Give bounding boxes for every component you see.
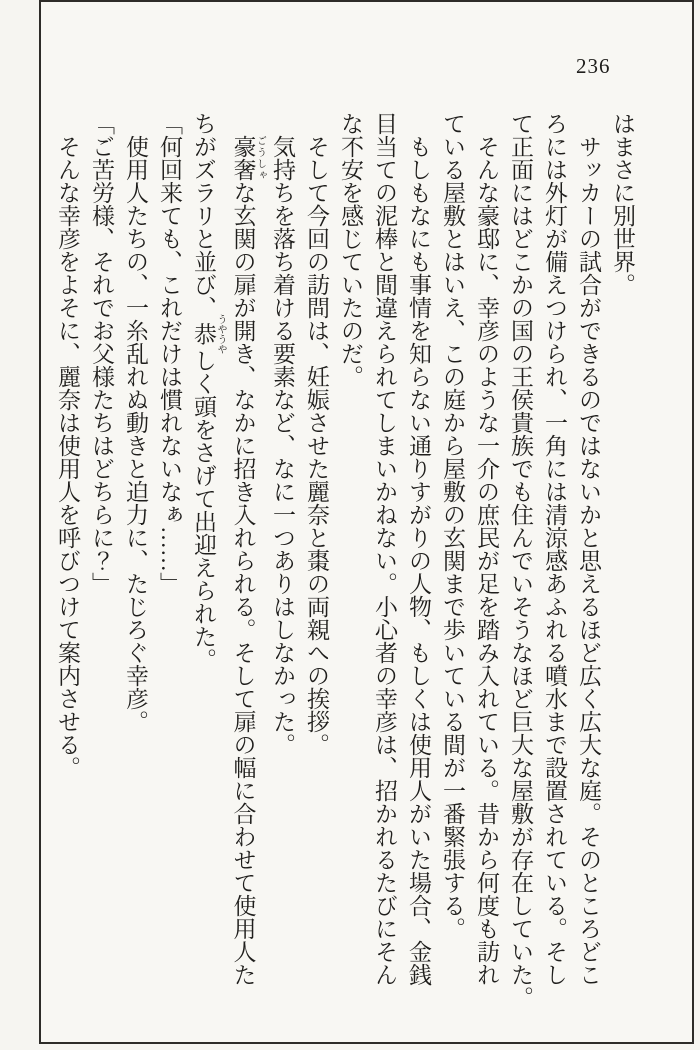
ruby-annotated-word: 恭 うやうや bbox=[191, 314, 226, 354]
text-line: はまさに別世界。 bbox=[610, 112, 635, 296]
text-line: そして今回の訪問は、妊娠させた麗奈と棗の両親への挨拶。 bbox=[304, 135, 329, 756]
text-line: サッカーの試合ができるのではないかと思えるほど広く広大な庭。そのところどこ bbox=[576, 135, 601, 986]
page-number: 236 bbox=[576, 54, 611, 78]
text-line: ている屋敷とはいえ、この庭から屋敷の玄関まで歩いている間が一番緊張する。 bbox=[440, 112, 465, 940]
ruby-annotated-word: 豪奢 ごうしゃ bbox=[230, 135, 266, 181]
text-line: 豪奢 ごうしゃな玄関の扉が開き、なかに招き入れられる。そして扉の幅に合わせて使用人た bbox=[230, 135, 266, 986]
text-line: もしもなにも事情を知らない通りすがりの人物、もしくは使用人がいた場合、金銭 bbox=[406, 135, 431, 986]
text-line: 「ご苦労様、それでお父様たちはどちらに？」 bbox=[89, 112, 114, 595]
text-line: 「何回来ても、これだけは慣れないなぁ……」 bbox=[157, 112, 182, 595]
text-line: 使用人たちの、一糸乱れぬ動きと迫力に、たじろぐ幸彦。 bbox=[123, 135, 148, 733]
text-line: ちがズラリと並び、恭 うやうやしく頭をさげて出迎えられた。 bbox=[191, 112, 226, 671]
text-line: 目当ての泥棒と間違えられてしまいかねない。小心者の幸彦は、招かれるたびにそん bbox=[372, 112, 397, 986]
text-line: ろには外灯が備えつけられ、一角には清涼感あふれる噴水まで設置されている。そし bbox=[542, 112, 567, 986]
text-line: そんな幸彦をよそに、麗奈は使用人を呼びつけて案内させる。 bbox=[55, 135, 80, 779]
text-line: 気持ちを落ち着ける要素など、なに一つありはしなかった。 bbox=[270, 135, 295, 756]
text-block bbox=[55, 112, 639, 1022]
text-line: そんな豪邸に、幸彦のような一介の庶民が足を踏み入れている。昔から何度も訪れ bbox=[474, 135, 499, 986]
text-line: な不安を感じていたのだ。 bbox=[338, 112, 363, 388]
text-line: て正面にはどこかの国の王侯貴族でも住んでいそうなほど巨大な屋敷が存在していた。 bbox=[508, 112, 533, 1009]
